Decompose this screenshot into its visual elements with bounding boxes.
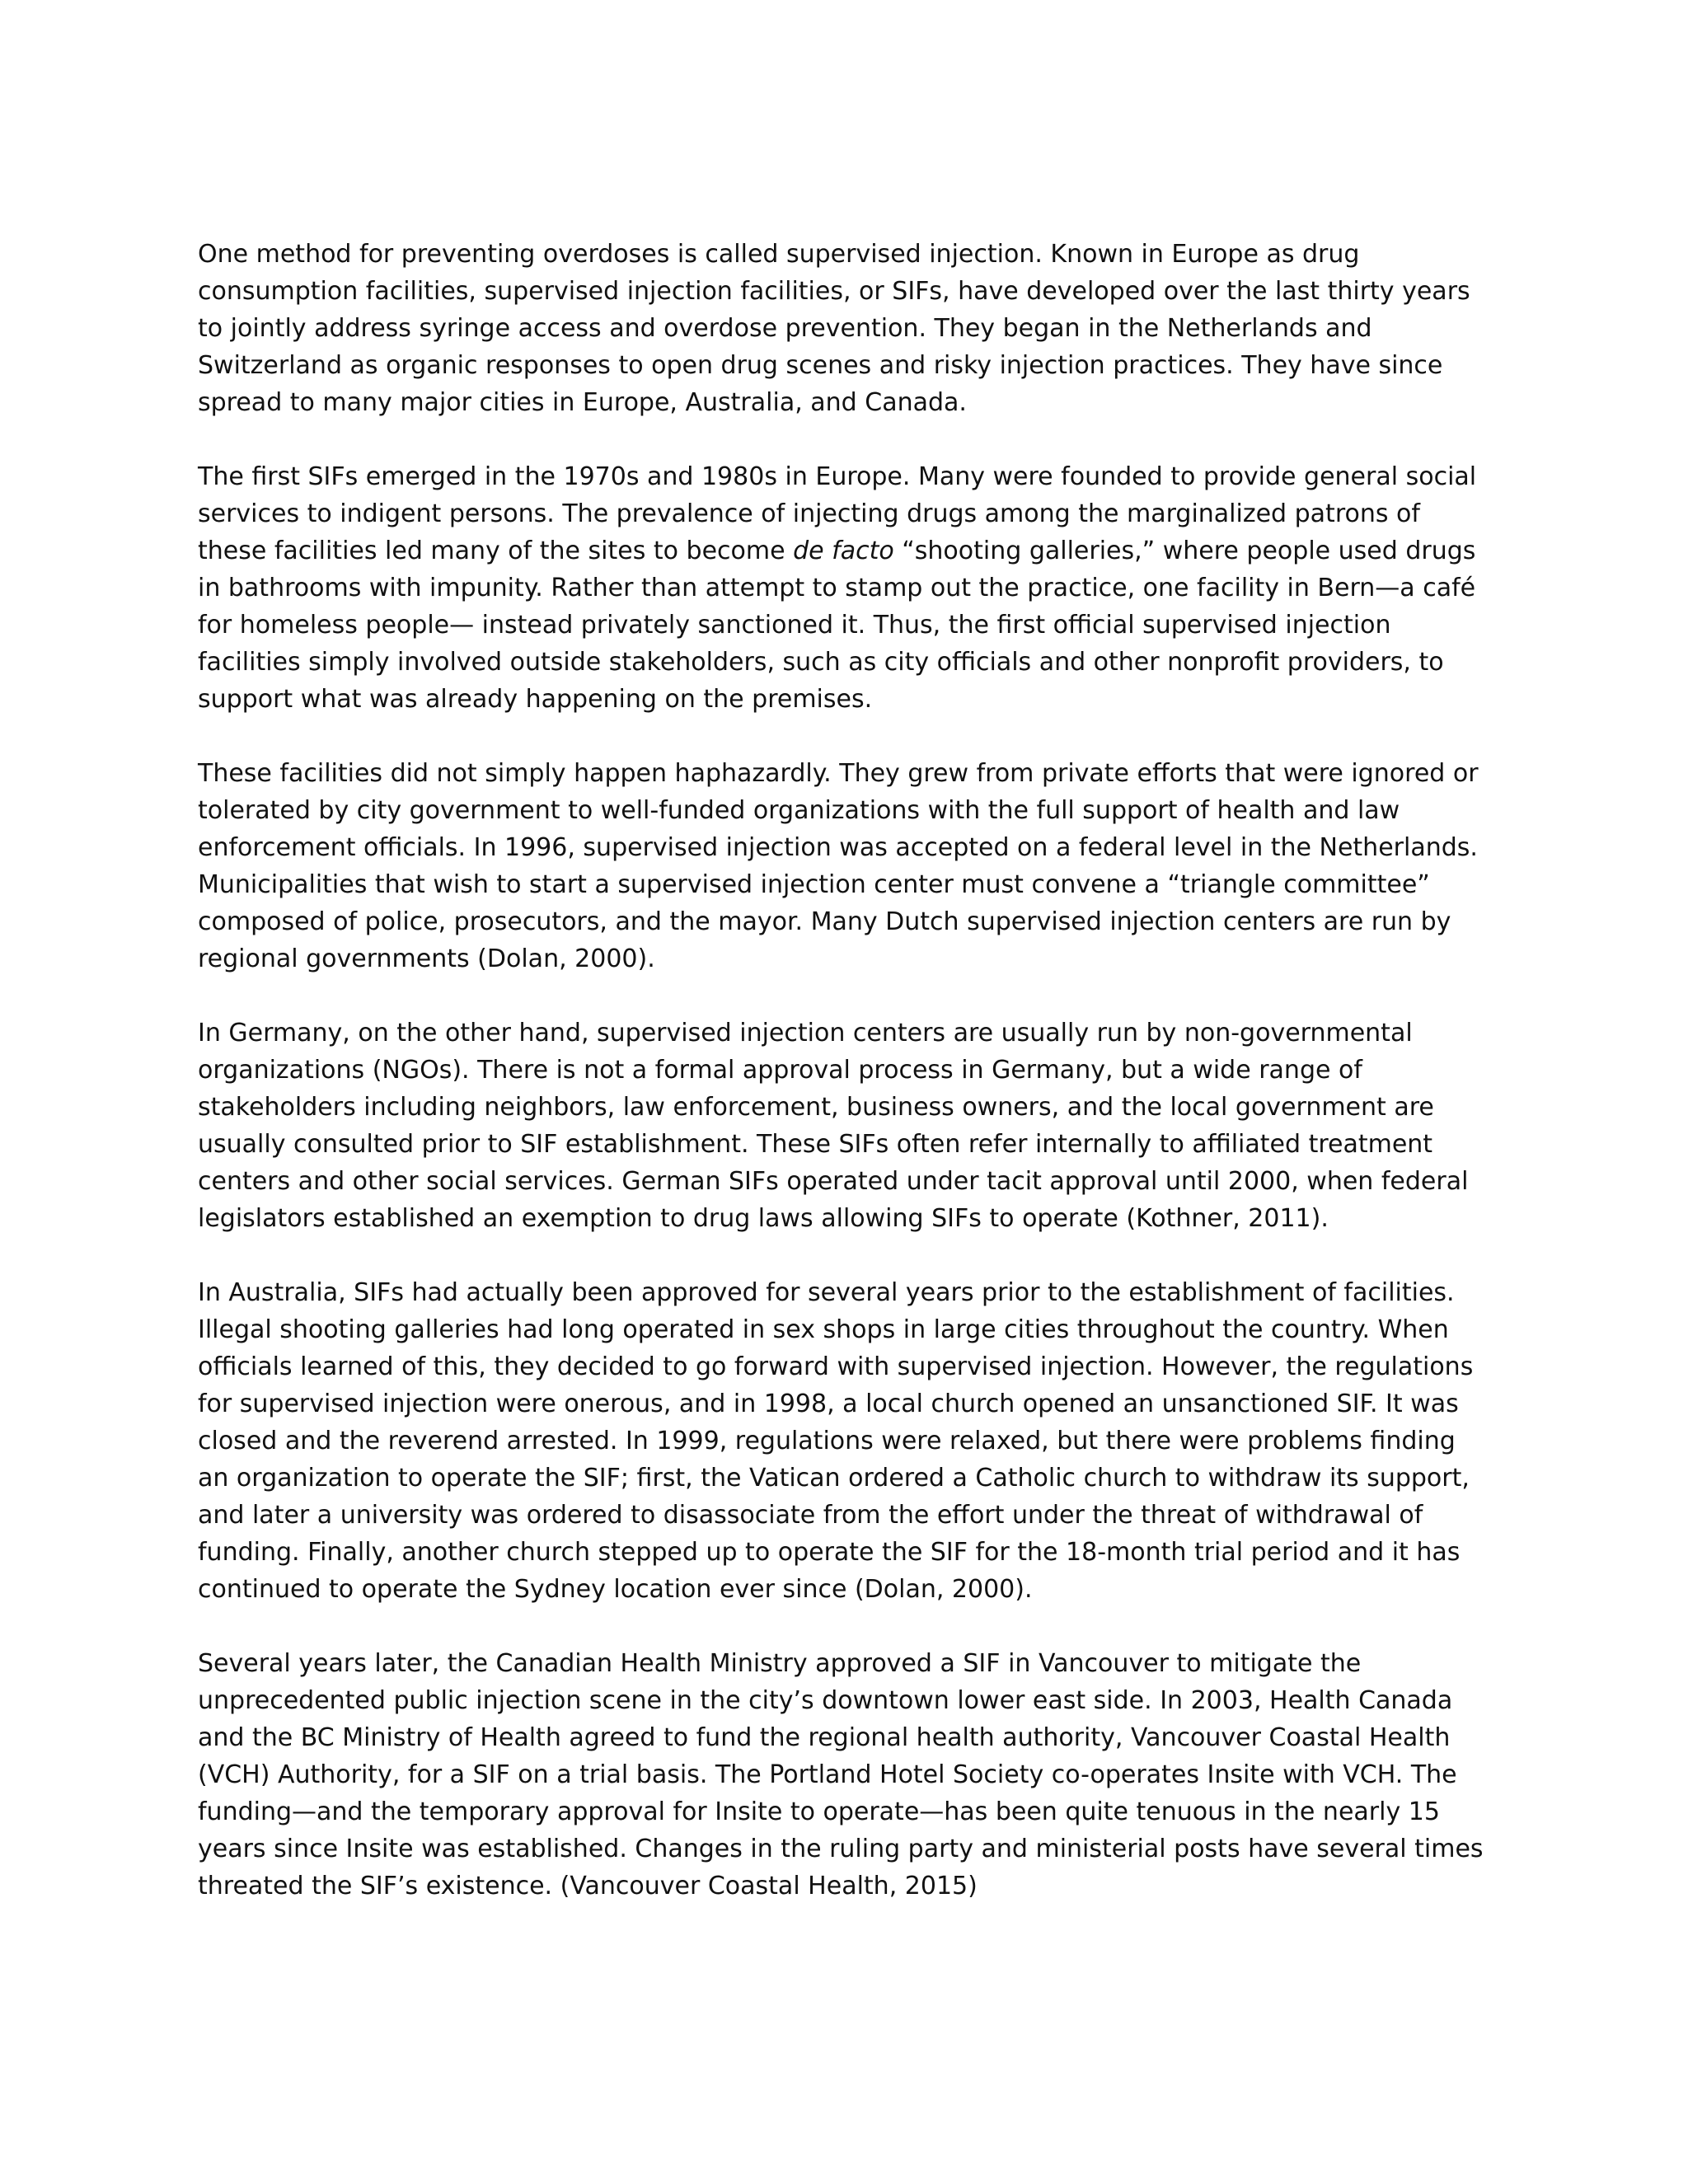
paragraph-canada: Several years later, the Canadian Health Ministry approved a SIF in Vancouver to mitigate the unprecedented public injection scene in the city’s downtown lower east side. In 2003, Health Canada and the BC Ministry of Health agreed to fund the regional health authority, Vancouver Coastal Health (VCH) Authority, for a SIF on a trial basis. The Portland Hotel Society co-operates Insite with VCH. The funding—and the temporary approval for Insite to operate—has been quite tenuous in the nearly 15 years since Insite was established. Changes in the ruling party and ministerial posts have several times threated the SIF’s existence. (Vancouver Coastal Health, 2015) (198, 1649, 1484, 1900)
paragraph-first-sifs-europe (198, 458, 1492, 718)
paragraph-text-after-italic: “shooting galleries,” where people used drugs in bathrooms with impunity. Rather than attempt to stamp out the practice, one facility in Bern—a café for homeless people— instead privately sanctioned it. Thus, the first official supervised injection facilities simply involved outside stakeholders, such as city officials and other nonprofit providers, to support what was already happening on the premises. (198, 537, 1476, 714)
italic-term-de-facto: de facto (793, 537, 894, 565)
paragraph-germany: In Germany, on the other hand, supervised injection centers are usually run by non-governmental organizations (NGOs). There is not a formal approval process in Germany, but a wide range of stakeholders including neighbors, law enforcement, business owners, and the local government are usually consulted prior to SIF establishment. These SIFs often refer internally to affiliated treatment centers and other social services. German SIFs operated under tacit approval until 2000, when federal legislators established an exemption to drug laws allowing SIFs to operate (Kothner, 2011). (198, 1019, 1469, 1233)
paragraph-netherlands: These facilities did not simply happen haphazardly. They grew from private efforts that were ignored or tolerated by city government to well-funded organizations with the full support of health and law enforcement officials. In 1996, supervised injection was accepted on a federal level in the Netherlands. Municipalities that wish to start a supervised injection center must convene a “triangle committee” composed of police, prosecutors, and the mayor. Many Dutch supervised injection centers are run by regional governments (Dolan, 2000). (198, 759, 1479, 973)
paragraph-text-before-italic: The first SIFs emerged in the 1970s and 1980s in Europe. Many were founded to provide general social services to indigent persons. The prevalence of injecting drugs among the marginalized patrons of these facilities led many of the sites to become (198, 462, 1477, 565)
paragraph-australia: In Australia, SIFs had actually been approved for several years prior to the establishment of facilities. Illegal shooting galleries had long operated in sex shops in large cities throughout the country. When officials learned of this, they decided to go forward with supervised injection. However, the regulations for supervised injection were onerous, and in 1998, a local church opened an unsanctioned SIF. It was closed and the reverend arrested. In 1999, regulations were relaxed, but there were problems finding an organization to operate the SIF; first, the Vatican ordered a Catholic church to withdraw its support, and later a university was ordered to disassociate from the effort under the threat of withdrawal of funding. Finally, another church stepped up to operate the SIF for the 18-month trial period and it has continued to operate the Sydney location ever since (Dolan, 2000). (198, 1278, 1474, 1604)
paragraph-supervised-injection-intro: One method for preventing overdoses is called supervised injection. Known in Europe as drug consumption facilities, supervised injection facilities, or SIFs, have developed over the last thirty years to jointly address syringe access and overdose prevention. They began in the Netherlands and Switzerland as organic responses to open drug scenes and risky injection practices. They have since spread to many major cities in Europe, Australia, and Canada. (198, 240, 1470, 417)
document-page (198, 236, 1492, 1905)
